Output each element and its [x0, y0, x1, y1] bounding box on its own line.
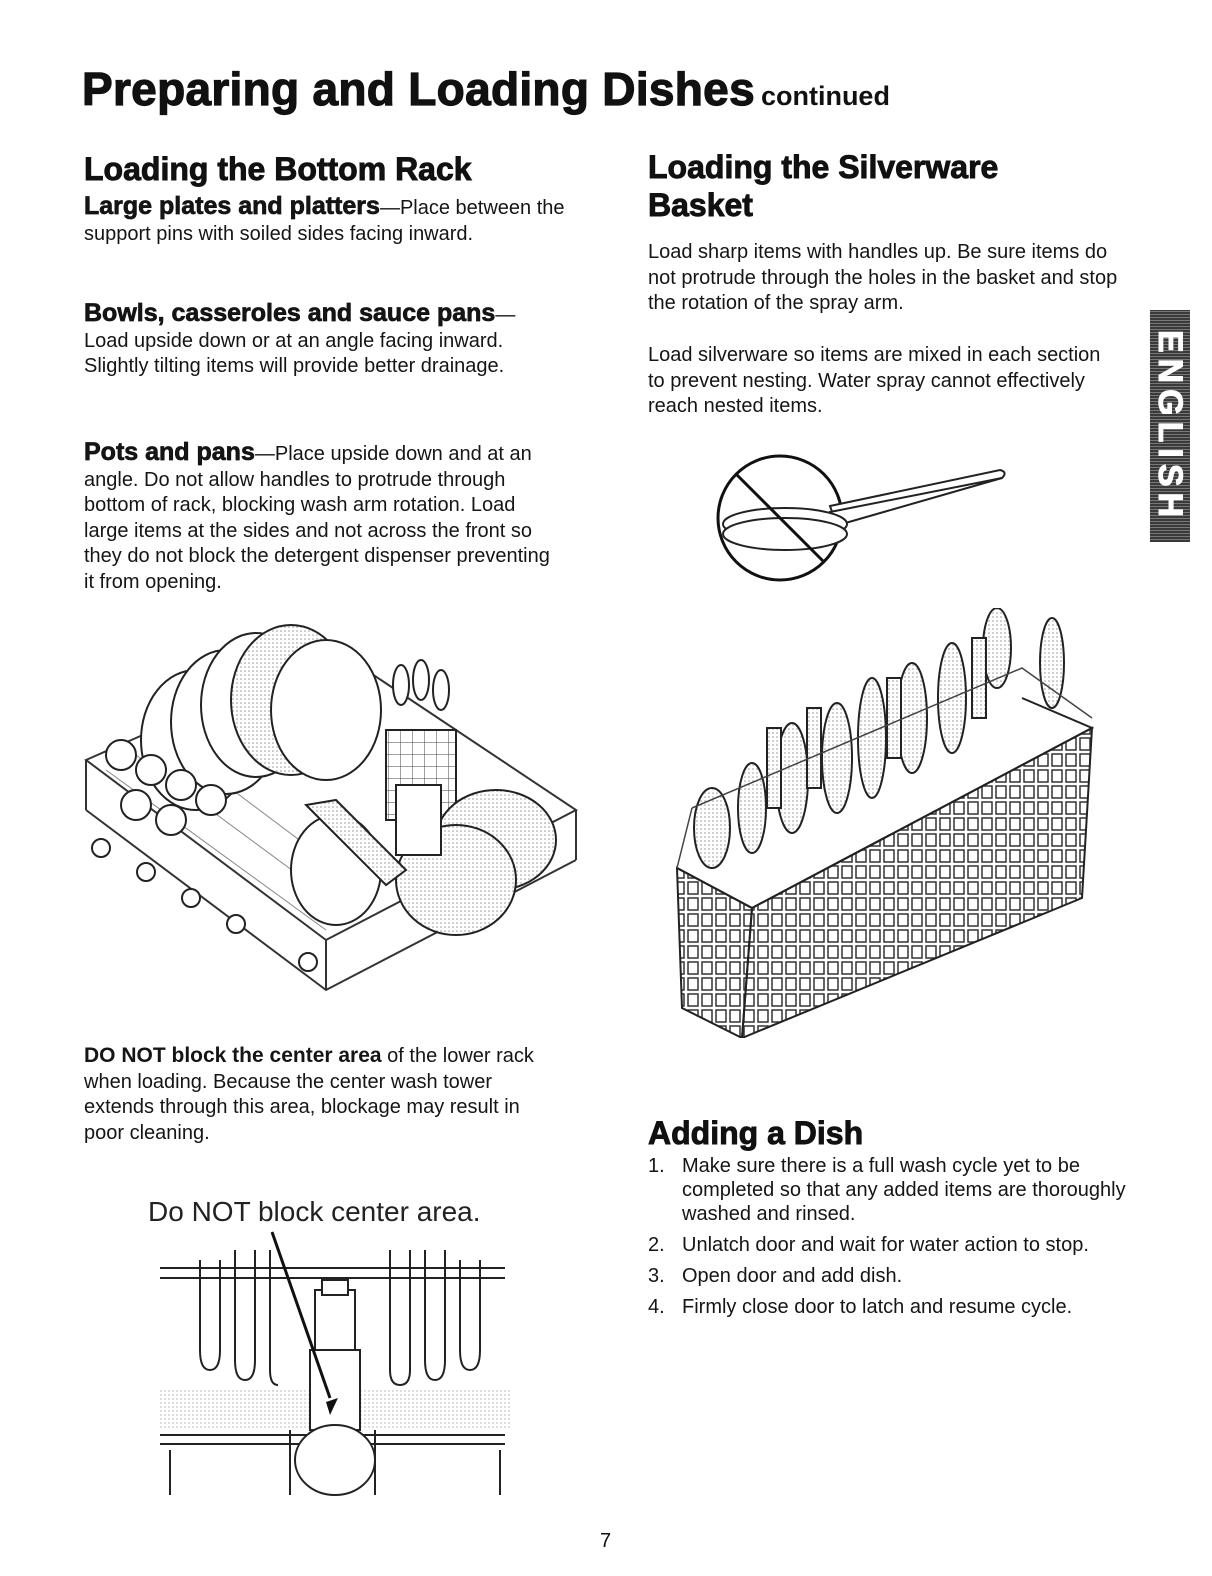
page-title — [82, 62, 890, 116]
step-number: 3. — [648, 1265, 665, 1287]
step-4 — [648, 1295, 1138, 1319]
center-warning-text: of the lower rack when loading. Because the center wash tower extends through this area, blockage may result in poor cleaning. — [84, 1045, 534, 1144]
bowls-paragraph — [84, 301, 564, 380]
page-number: 7 — [600, 1530, 612, 1552]
silverware-heading: Loading the Silverware Basket — [648, 149, 999, 223]
no-nested-spoons-illustration — [710, 448, 1020, 588]
bowls-term: Bowls, casseroles and sauce pans — [84, 299, 496, 327]
adding-dish-steps — [648, 1154, 1138, 1326]
bowls-text: — Load upside down or at an angle facing inward. Slightly tilting items will provide better drainage. — [84, 304, 516, 378]
step-3 — [648, 1264, 1138, 1288]
large-plates-term: Large plates and platters — [84, 192, 380, 220]
large-plates-paragraph — [84, 194, 574, 247]
language-tab-label: ENGLISH — [1151, 329, 1190, 523]
silverware-para-1: Load sharp items with handles up. Be sure items do not protrude through the holes in the basket and stop the rotation of the spray arm. — [648, 241, 1118, 315]
silverware-para-2: Load silverware so items are mixed in each section to prevent nesting. Water spray cannot effectively reach nested items. — [648, 344, 1101, 418]
step-text: Firmly close door to latch and resume cycle. — [682, 1296, 1073, 1318]
step-text: Open door and add dish. — [682, 1265, 903, 1287]
step-text: Unlatch door and wait for water action to stop. — [682, 1234, 1089, 1256]
bottom-rack-illustration — [76, 610, 586, 995]
step-number: 4. — [648, 1296, 665, 1318]
center-warning-paragraph — [84, 1043, 554, 1146]
step-1 — [648, 1154, 1138, 1226]
adding-dish-heading: Adding a Dish — [648, 1115, 864, 1151]
silverware-basket-illustration — [672, 608, 1102, 1038]
center-warning-lead: DO NOT block the center area — [84, 1044, 382, 1067]
large-plates-text: —Place between the support pins with soiled sides facing inward. — [84, 197, 565, 245]
language-tab — [1150, 310, 1190, 542]
bottom-rack-heading: Loading the Bottom Rack — [84, 151, 472, 187]
pots-term: Pots and pans — [84, 438, 255, 466]
center-area-caption: Do NOT block center area. — [148, 1196, 481, 1227]
center-area-illustration — [160, 1230, 510, 1500]
step-text: Make sure there is a full wash cycle yet to be completed so that any added items are thoroughly washed and rinsed. — [682, 1155, 1126, 1225]
pots-paragraph — [84, 440, 564, 596]
step-number: 2. — [648, 1234, 665, 1256]
page-title-suffix: continued — [760, 81, 890, 111]
pots-text: —Place upside down and at an angle. Do not allow handles to protrude through bottom of rack, blocking wash arm rotation. Load large items at the sides and not across the front so they do not block the detergent dispenser preventing it from opening. — [84, 443, 550, 593]
step-number: 1. — [648, 1155, 665, 1177]
page-title-text: Preparing and Loading Dishes — [82, 63, 755, 115]
step-2 — [648, 1233, 1138, 1257]
